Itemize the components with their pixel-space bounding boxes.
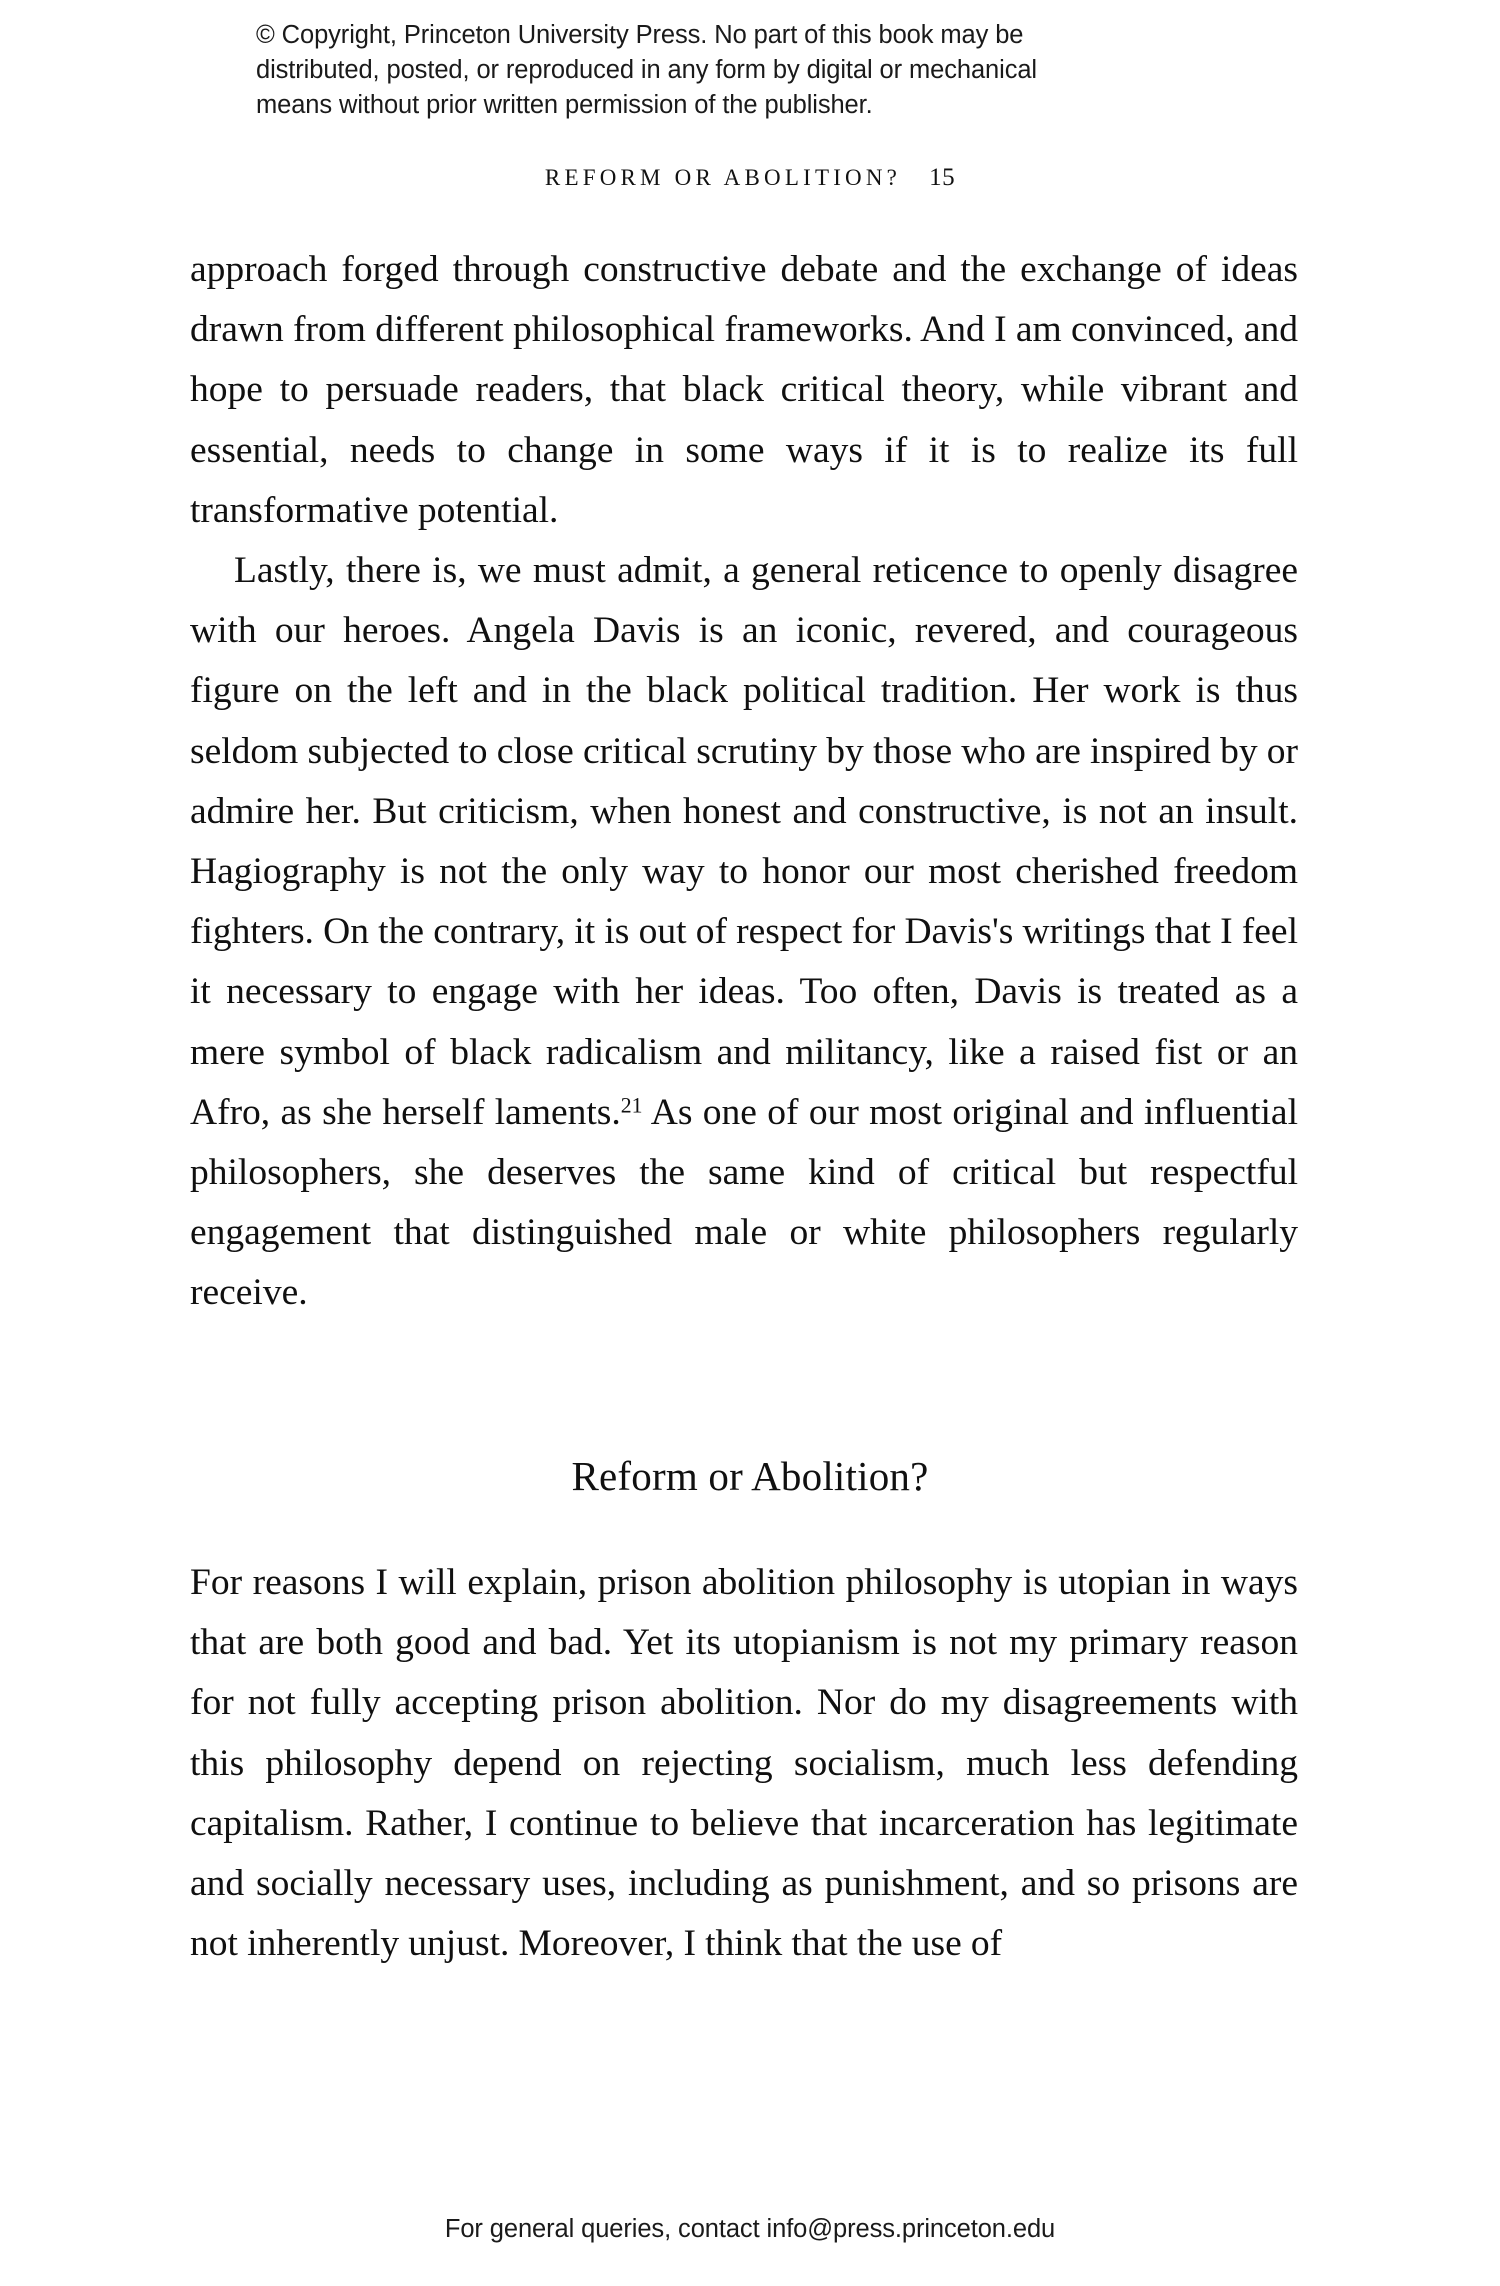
footer-general-queries: For general queries, contact info@press.princeton.edu <box>444 2215 1056 2243</box>
section-heading-reform-or-abolition: Reform or Abolition? <box>571 1453 929 1499</box>
paragraph-continuation: approach forged through constructive debate and the exchange of ideas drawn from different philosophical frameworks. And I am convinced, and hope to persuade readers, that black critical theory, while vibrant and essential, needs to change in some ways if it is to realize its full transformative potential. <box>190 249 1298 531</box>
paragraph-lastly-text-b: As one of our most original and influential philosophers, she deserves the same kind of critical but respectful engagement that distinguished male or white philosophers regularly receive. <box>190 1091 1298 1314</box>
footnote-marker-21: 21 <box>620 1093 643 1118</box>
page-number: 15 <box>929 164 956 191</box>
copyright-notice <box>256 18 1256 123</box>
paragraph-lastly-text-a: Lastly, there is, we must admit, a general reticence to openly disagree with our heroes. Angela Davis is an iconic, revered, and courageous figure on the left and in the black political tradition. Her work is thus seldom subjected to close critical scrutiny by those who are inspired by or admire her. But criticism, when honest and constructive, is not an insult. Hagiography is not the only way to honor our most cherished freedom fighters. On the contrary, it is out of respect for Davis's writings that I feel it necessary to engage with her ideas. Too often, Davis is treated as a mere symbol of black radicalism and militancy, like a raised fist or an Afro, as she herself laments. <box>190 550 1298 1133</box>
copyright-line-2: distributed, posted, or reproduced in any form by digital or mechanical <box>256 56 1037 84</box>
body-text-block-top <box>190 240 1298 1324</box>
copyright-line-1: © Copyright, Princeton University Press. No part of this book may be <box>256 21 1024 49</box>
copyright-line-3: means without prior written permission of the publisher. <box>256 91 873 119</box>
paragraph-lastly <box>190 541 1298 1324</box>
section-paragraph-1: For reasons I will explain, prison abolition philosophy is utopian in ways that are both good and bad. Yet its utopianism is not my primary reason for not fully accepting prison abolition. Nor do my disagreements with this philosophy depend on rejecting socialism, much less defending capitalism. Rather, I continue to believe that incarceration has legitimate and socially necessary uses, including as punishment, and so prisons are not inherently unjust. Moreover, I think that the use of <box>190 1562 1298 1965</box>
running-head <box>0 164 1500 192</box>
running-head-title: REFORM OR ABOLITION? <box>544 165 902 190</box>
body-text-block-section <box>190 1553 1298 1974</box>
